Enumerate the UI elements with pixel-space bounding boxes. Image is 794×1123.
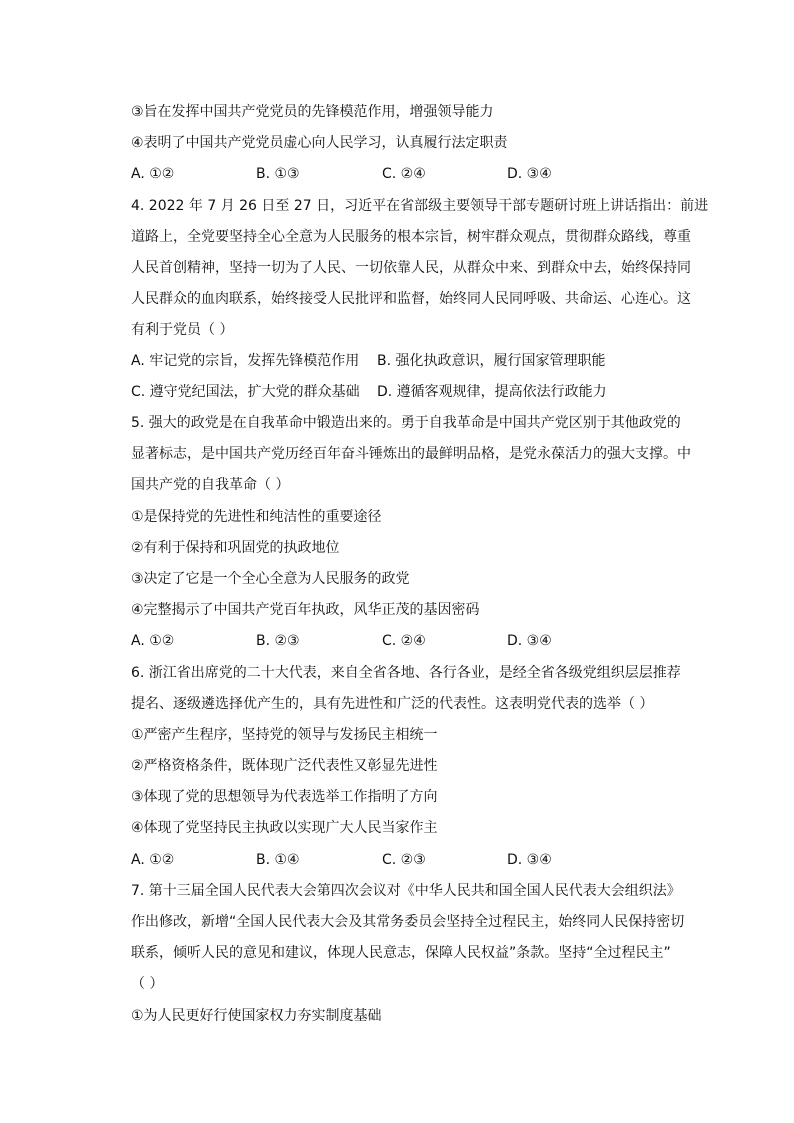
q6-option-d[interactable]: D. ③④: [507, 852, 552, 868]
q7-stem-line-2: 作出修改，新增“全国人民代表大会及其常务委员会坚持全过程民主，始终同人民保持密切: [131, 914, 685, 930]
q4-option-b[interactable]: B. 强化执政意识，履行国家管理职能: [377, 353, 606, 369]
q4-stem-line-5: 有利于党员（ ）: [131, 322, 234, 338]
q6-option-b[interactable]: B. ①④: [256, 852, 300, 868]
q7-stem-line-1: 7. 第十三届全国人民代表大会第四次会议对《中华人民共和国全国人民代表大会组织法》: [131, 883, 681, 899]
q3-options: [131, 164, 701, 184]
q5-item-2: ②有利于保持和巩固党的执政地位: [131, 540, 340, 556]
q4-stem-line-2: 道路上，全党要坚持全心全意为人民服务的根本宗旨，树牢群众观点，贯彻群众路线，尊重: [131, 229, 691, 245]
q7-stem-line-3: 联系，倾听人民的意见和建议，体现人民意志，保障人民权益”条款。坚持“全过程民主”: [131, 945, 671, 961]
q4-options-row-2: [131, 382, 701, 402]
q3-option-b[interactable]: B. ①③: [256, 166, 300, 182]
q6-stem-line-1: 6. 浙江省出席党的二十大代表，来自全省各地、各行各业，是经全省各级党组织层层推荐: [131, 665, 681, 681]
q4-option-c[interactable]: C. 遵守党纪国法，扩大党的群众基础: [131, 384, 360, 400]
q3-option-d[interactable]: D. ③④: [507, 166, 552, 182]
q3-item-4: ④表明了中国共产党党员虚心向人民学习，认真履行法定职责: [131, 135, 508, 151]
q7-stem-line-4: （ ）: [131, 976, 164, 992]
q6-option-c[interactable]: C. ②③: [382, 852, 426, 868]
q3-option-c[interactable]: C. ②④: [382, 166, 426, 182]
q7-item-1: ①为人民更好行使国家权力夯实制度基础: [131, 1008, 382, 1024]
q5-item-3: ③决定了它是一个全心全意为人民服务的政党: [131, 571, 410, 587]
q4-stem-line-3: 人民首创精神，坚持一切为了人民、一切依靠人民，从群众中来、到群众中去，始终保持同: [131, 260, 691, 276]
q5-item-1: ①是保持党的先进性和纯洁性的重要途径: [131, 509, 382, 525]
q6-item-3: ③体现了党的思想领导为代表选举工作指明了方向: [131, 789, 438, 805]
q6-stem-line-2: 提名、逐级遴选择优产生的，具有先进性和广泛的代表性。这表明党代表的选举（ ）: [131, 696, 654, 712]
q5-stem-line-3: 国共产党的自我革命（ ）: [131, 477, 290, 493]
q6-option-a[interactable]: A. ①②: [131, 852, 175, 868]
q5-stem-line-1: 5. 强大的政党是在自我革命中锻造出来的。勇于自我革命是中国共产党区别于其他政党的: [131, 415, 681, 431]
q5-option-a[interactable]: A. ①②: [131, 633, 175, 649]
q5-options: [131, 631, 701, 651]
q5-option-b[interactable]: B. ②③: [256, 633, 300, 649]
q3-option-a[interactable]: A. ①②: [131, 166, 175, 182]
q4-stem-line-4: 人民群众的血肉联系，始终接受人民批评和监督，始终同人民同呼吸、共命运、心连心。这: [131, 291, 691, 307]
q6-item-2: ②严格资格条件，既体现广泛代表性又彰显先进性: [131, 758, 438, 774]
q5-stem-line-2: 显著标志，是中国共产党历经百年奋斗锤炼出的最鲜明品格，是党永葆活力的强大支撑。中: [131, 446, 691, 462]
q5-item-4: ④完整揭示了中国共产党百年执政，风华正茂的基因密码: [131, 602, 480, 618]
q5-option-c[interactable]: C. ②④: [382, 633, 426, 649]
q4-option-a[interactable]: A. 牢记党的宗旨，发挥先锋模范作用: [131, 353, 360, 369]
q3-item-3: ③旨在发挥中国共产党党员的先锋模范作用，增强领导能力: [131, 104, 494, 120]
q6-item-4: ④体现了党坚持民主执政以实现广大人民当家作主: [131, 820, 438, 836]
q4-options-row-1: [131, 351, 701, 371]
q5-option-d[interactable]: D. ③④: [507, 633, 552, 649]
q6-options: [131, 850, 701, 870]
q4-stem-line-1: 4. 2022 年 7 月 26 日至 27 日，习近平在省部级主要领导干部专题研讨班上讲话指出：前进: [131, 198, 709, 214]
q4-option-d[interactable]: D. 遵循客观规律，提高依法行政能力: [377, 384, 607, 400]
q6-item-1: ①严密产生程序，坚持党的领导与发扬民主相统一: [131, 727, 438, 743]
